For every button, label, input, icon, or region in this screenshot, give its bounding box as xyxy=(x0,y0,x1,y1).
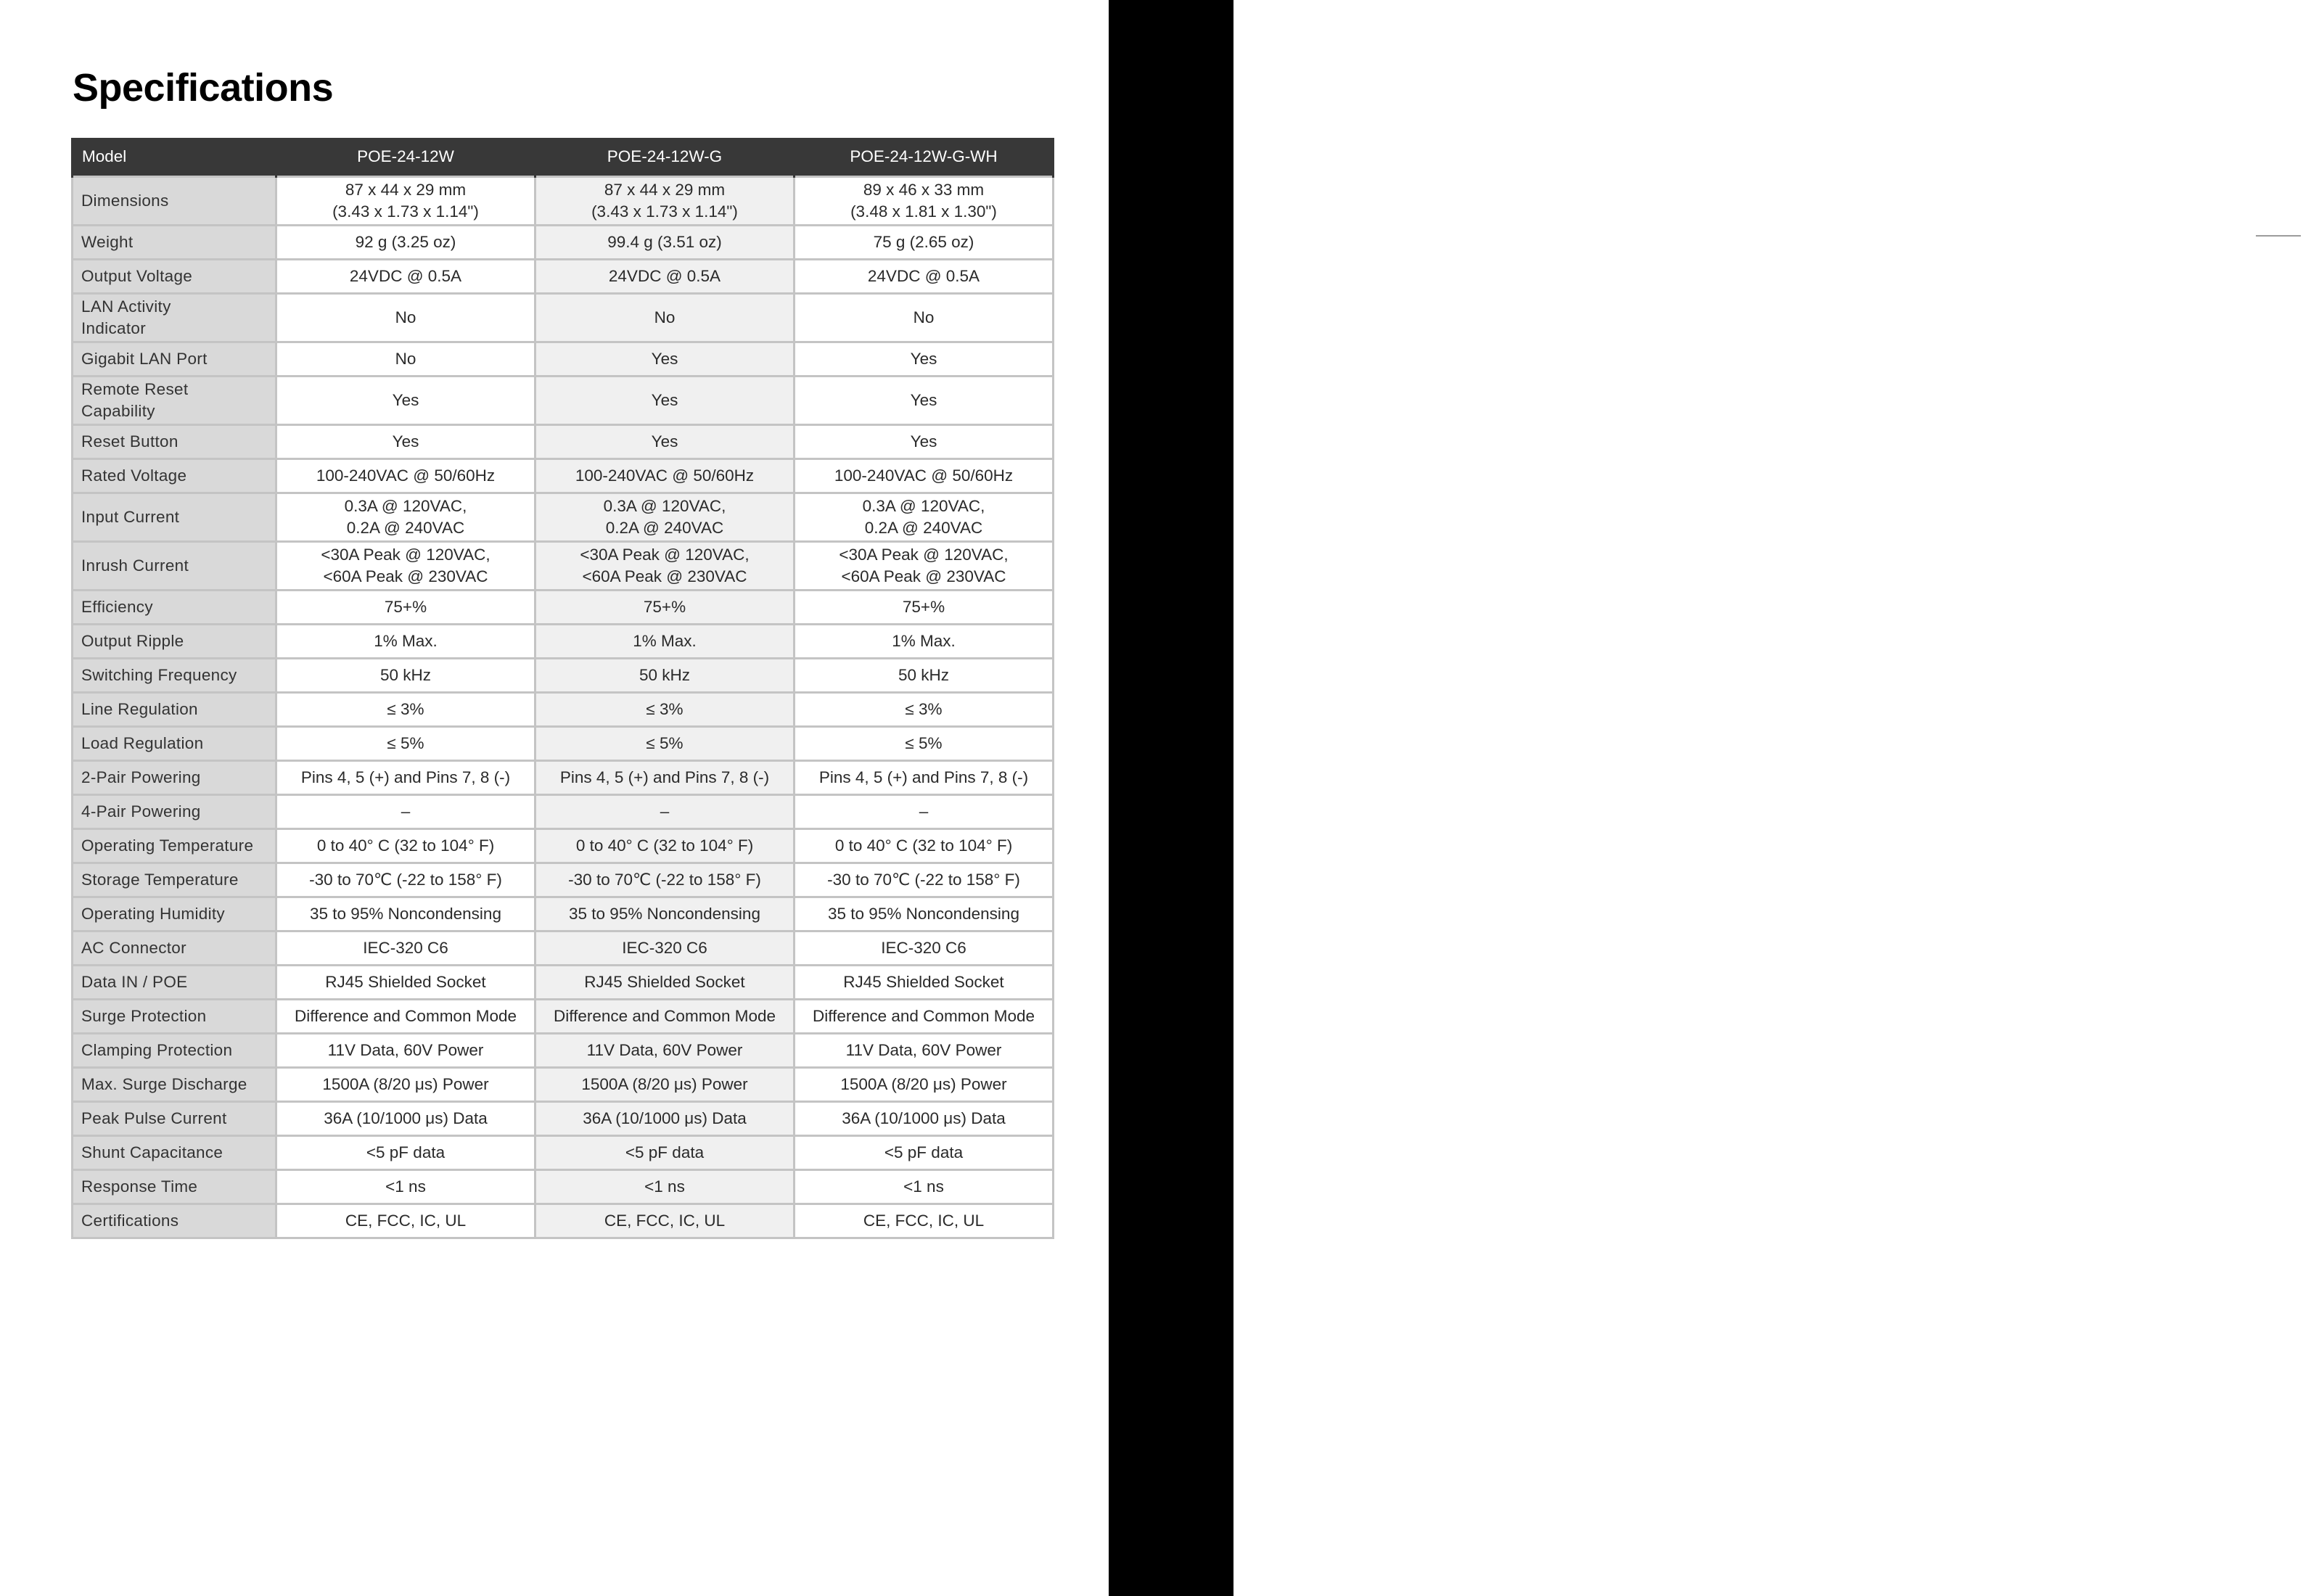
cell-line: <5 pF data xyxy=(625,1143,705,1161)
cell-line: No xyxy=(395,308,416,326)
row-value-model-2 xyxy=(535,761,795,795)
row-value-model-2 xyxy=(535,1136,795,1170)
row-value-model-3 xyxy=(795,829,1054,863)
row-value-model-2 xyxy=(535,226,795,260)
row-value-model-3 xyxy=(795,863,1054,897)
row-value-model-3 xyxy=(795,693,1054,727)
cell-line: Yes xyxy=(910,391,937,409)
cell-line: Yes xyxy=(910,432,937,451)
cell-line: CE, FCC, IC, UL xyxy=(345,1212,467,1230)
cell-line: (3.48 x 1.81 x 1.30") xyxy=(850,202,997,221)
row-value-model-1 xyxy=(276,377,535,425)
row-label: Weight xyxy=(73,226,276,260)
row-value-model-2 xyxy=(535,591,795,625)
cell-line: ≤ 5% xyxy=(387,734,424,752)
header-model-3: POE-24-12W-G-WH xyxy=(795,138,1054,177)
table-row xyxy=(73,542,1054,591)
header-model-label: Model xyxy=(73,138,276,177)
table-row xyxy=(73,897,1054,931)
cell-line: RJ45 Shielded Socket xyxy=(584,973,745,991)
cell-line: 24VDC @ 0.5A xyxy=(608,267,721,285)
sidebar-product-name: PoE Adapters xyxy=(2257,271,2299,470)
row-value-model-1 xyxy=(276,1204,535,1238)
row-value-model-2 xyxy=(535,625,795,659)
cell-line: IEC-320 C6 xyxy=(881,939,966,957)
row-value-model-3 xyxy=(795,177,1054,226)
table-row xyxy=(73,260,1054,294)
cell-line: 0.2A @ 240VAC xyxy=(346,519,465,537)
row-value-model-2 xyxy=(535,1034,795,1068)
row-value-model-3 xyxy=(795,931,1054,966)
cell-line: 89 x 46 x 33 mm xyxy=(863,181,985,199)
table-row xyxy=(73,829,1054,863)
row-value-model-1 xyxy=(276,693,535,727)
table-row xyxy=(73,727,1054,761)
row-value-model-1 xyxy=(276,625,535,659)
row-value-model-1 xyxy=(276,659,535,693)
cell-line: ≤ 3% xyxy=(905,700,943,718)
table-row xyxy=(73,342,1054,377)
cell-line: Pins 4, 5 (+) and Pins 7, 8 (-) xyxy=(300,768,511,786)
row-label: Reset Button xyxy=(73,425,276,459)
cell-line: 50 kHz xyxy=(639,666,691,684)
row-value-model-2 xyxy=(535,493,795,542)
cell-line: 0.3A @ 120VAC, xyxy=(344,497,467,515)
row-value-model-3 xyxy=(795,342,1054,377)
row-value-model-3 xyxy=(795,226,1054,260)
cell-line: 11V Data, 60V Power xyxy=(586,1041,743,1059)
row-value-model-3 xyxy=(795,1000,1054,1034)
row-value-model-2 xyxy=(535,459,795,493)
table-row xyxy=(73,1034,1054,1068)
table-row xyxy=(73,625,1054,659)
row-value-model-2 xyxy=(535,966,795,1000)
row-label: Line Regulation xyxy=(73,693,276,727)
row-label: LAN Activity Indicator xyxy=(73,294,276,342)
cell-line: <60A Peak @ 230VAC xyxy=(582,567,747,585)
cell-line: RJ45 Shielded Socket xyxy=(325,973,486,991)
row-value-model-3 xyxy=(795,761,1054,795)
cell-line: ≤ 5% xyxy=(905,734,943,752)
row-value-model-2 xyxy=(535,931,795,966)
cell-line: 11V Data, 60V Power xyxy=(327,1041,484,1059)
cell-line: Difference and Common Mode xyxy=(813,1007,1035,1025)
row-value-model-3 xyxy=(795,727,1054,761)
cell-line: 87 x 44 x 29 mm xyxy=(345,181,467,199)
cell-line: -30 to 70℃ (-22 to 158° F) xyxy=(568,871,761,889)
cell-line: 75+% xyxy=(643,598,686,616)
cell-line: IEC-320 C6 xyxy=(622,939,707,957)
row-label: Gigabit LAN Port xyxy=(73,342,276,377)
row-value-model-3 xyxy=(795,493,1054,542)
row-value-model-2 xyxy=(535,1000,795,1034)
cell-line: Yes xyxy=(651,432,678,451)
cell-line: 75+% xyxy=(384,598,427,616)
table-row xyxy=(73,459,1054,493)
cell-line: – xyxy=(660,802,670,820)
row-label: Switching Frequency xyxy=(73,659,276,693)
cell-line: 100-240VAC @ 50/60Hz xyxy=(316,466,496,485)
row-value-model-1 xyxy=(276,1136,535,1170)
row-value-model-2 xyxy=(535,294,795,342)
row-label: Rated Voltage xyxy=(73,459,276,493)
row-value-model-3 xyxy=(795,795,1054,829)
row-label: Storage Temperature xyxy=(73,863,276,897)
cell-line: Yes xyxy=(392,432,419,451)
row-value-model-2 xyxy=(535,177,795,226)
row-value-model-1 xyxy=(276,1102,535,1136)
cell-line: 35 to 95% Noncondensing xyxy=(828,905,1019,923)
cell-line: <30A Peak @ 120VAC, xyxy=(580,546,750,564)
row-label: Certifications xyxy=(73,1204,276,1238)
row-value-model-2 xyxy=(535,897,795,931)
cell-line: (3.43 x 1.73 x 1.14") xyxy=(591,202,738,221)
cell-line: 36A (10/1000 μs) Data xyxy=(324,1109,488,1127)
row-label: Load Regulation xyxy=(73,727,276,761)
row-label: Peak Pulse Current xyxy=(73,1102,276,1136)
row-value-model-1 xyxy=(276,591,535,625)
row-value-model-1 xyxy=(276,342,535,377)
row-value-model-2 xyxy=(535,260,795,294)
row-value-model-3 xyxy=(795,659,1054,693)
row-value-model-1 xyxy=(276,542,535,591)
row-label: Output Ripple xyxy=(73,625,276,659)
header-model-1: POE-24-12W xyxy=(276,138,535,177)
cell-line: 1% Max. xyxy=(374,632,438,650)
cell-line: Difference and Common Mode xyxy=(295,1007,517,1025)
table-row xyxy=(73,1170,1054,1204)
cell-line: CE, FCC, IC, UL xyxy=(604,1212,726,1230)
row-value-model-2 xyxy=(535,1170,795,1204)
table-header-row xyxy=(73,138,1054,177)
row-value-model-3 xyxy=(795,459,1054,493)
row-value-model-1 xyxy=(276,226,535,260)
cell-line: 0.3A @ 120VAC, xyxy=(603,497,726,515)
cell-line: 50 kHz xyxy=(379,666,432,684)
row-value-model-2 xyxy=(535,863,795,897)
row-label: Dimensions xyxy=(73,177,276,226)
cell-line: 1500A (8/20 μs) Power xyxy=(581,1075,748,1093)
cell-line: 1% Max. xyxy=(633,632,697,650)
row-value-model-3 xyxy=(795,260,1054,294)
specifications-table xyxy=(71,138,1054,1239)
cell-line: 36A (10/1000 μs) Data xyxy=(842,1109,1006,1127)
row-label: Input Current xyxy=(73,493,276,542)
row-value-model-3 xyxy=(795,1136,1054,1170)
cell-line: 0 to 40° C (32 to 104° F) xyxy=(575,836,754,855)
cell-line: 0.2A @ 240VAC xyxy=(864,519,983,537)
table-row xyxy=(73,425,1054,459)
cell-line: <60A Peak @ 230VAC xyxy=(323,567,488,585)
row-value-model-1 xyxy=(276,1034,535,1068)
cell-line: – xyxy=(919,802,929,820)
row-value-model-3 xyxy=(795,1068,1054,1102)
cell-line: No xyxy=(395,350,416,368)
row-label: Remote Reset Capability xyxy=(73,377,276,425)
cell-line: ≤ 5% xyxy=(646,734,683,752)
header-model-2: POE-24-12W-G xyxy=(535,138,795,177)
row-label: Operating Humidity xyxy=(73,897,276,931)
cell-line: 0 to 40° C (32 to 104° F) xyxy=(834,836,1013,855)
cell-line: 1500A (8/20 μs) Power xyxy=(840,1075,1007,1093)
cell-line: <5 pF data xyxy=(366,1143,446,1161)
cell-line: <30A Peak @ 120VAC, xyxy=(839,546,1009,564)
cell-line: No xyxy=(913,308,935,326)
table-row xyxy=(73,177,1054,226)
table-row xyxy=(73,1000,1054,1034)
row-label: Data IN / POE xyxy=(73,966,276,1000)
row-value-model-2 xyxy=(535,795,795,829)
row-value-model-3 xyxy=(795,897,1054,931)
table-row xyxy=(73,1136,1054,1170)
row-label: Response Time xyxy=(73,1170,276,1204)
cell-line: 1% Max. xyxy=(892,632,956,650)
row-value-model-3 xyxy=(795,1170,1054,1204)
table-row xyxy=(73,966,1054,1000)
table-row xyxy=(73,294,1054,342)
cell-line: <1 ns xyxy=(903,1177,944,1196)
row-value-model-1 xyxy=(276,1068,535,1102)
row-value-model-3 xyxy=(795,591,1054,625)
cell-line: Yes xyxy=(392,391,419,409)
row-value-model-2 xyxy=(535,727,795,761)
cell-line: -30 to 70℃ (-22 to 158° F) xyxy=(827,871,1020,889)
cell-line: -30 to 70℃ (-22 to 158° F) xyxy=(309,871,502,889)
cell-line: 11V Data, 60V Power xyxy=(845,1041,1002,1059)
cell-line: 0 to 40° C (32 to 104° F) xyxy=(316,836,495,855)
row-label: Max. Surge Discharge xyxy=(73,1068,276,1102)
row-value-model-1 xyxy=(276,459,535,493)
cell-line: 50 kHz xyxy=(898,666,950,684)
cell-line: <30A Peak @ 120VAC, xyxy=(321,546,490,564)
row-value-model-3 xyxy=(795,1204,1054,1238)
row-value-model-1 xyxy=(276,966,535,1000)
row-label: Surge Protection xyxy=(73,1000,276,1034)
cell-line: <1 ns xyxy=(644,1177,685,1196)
row-value-model-1 xyxy=(276,863,535,897)
cell-line: 0.2A @ 240VAC xyxy=(605,519,724,537)
table-row xyxy=(73,591,1054,625)
row-value-model-2 xyxy=(535,659,795,693)
row-value-model-1 xyxy=(276,425,535,459)
cell-line: Pins 4, 5 (+) and Pins 7, 8 (-) xyxy=(559,768,770,786)
table-row xyxy=(73,761,1054,795)
row-value-model-2 xyxy=(535,342,795,377)
cell-line: Yes xyxy=(651,391,678,409)
cell-line: 75 g (2.65 oz) xyxy=(873,233,974,251)
cell-line: 24VDC @ 0.5A xyxy=(867,267,980,285)
table-row xyxy=(73,693,1054,727)
cell-line: <60A Peak @ 230VAC xyxy=(841,567,1006,585)
cell-line: CE, FCC, IC, UL xyxy=(863,1212,985,1230)
row-value-model-3 xyxy=(795,966,1054,1000)
cell-line: 36A (10/1000 μs) Data xyxy=(583,1109,747,1127)
cell-line: Yes xyxy=(651,350,678,368)
row-label: Inrush Current xyxy=(73,542,276,591)
page-title: Specifications xyxy=(73,66,334,110)
row-value-model-3 xyxy=(795,542,1054,591)
row-value-model-2 xyxy=(535,1102,795,1136)
row-value-model-1 xyxy=(276,294,535,342)
row-value-model-1 xyxy=(276,931,535,966)
row-value-model-3 xyxy=(795,377,1054,425)
row-value-model-1 xyxy=(276,727,535,761)
cell-line: – xyxy=(401,802,411,820)
row-value-model-1 xyxy=(276,177,535,226)
cell-line: 100-240VAC @ 50/60Hz xyxy=(575,466,755,485)
row-label: Output Voltage xyxy=(73,260,276,294)
table-row xyxy=(73,226,1054,260)
row-label: Efficiency xyxy=(73,591,276,625)
row-label: 2-Pair Powering xyxy=(73,761,276,795)
row-value-model-3 xyxy=(795,625,1054,659)
table-row xyxy=(73,659,1054,693)
row-label: AC Connector xyxy=(73,931,276,966)
table-row xyxy=(73,1068,1054,1102)
cell-line: ≤ 3% xyxy=(646,700,683,718)
row-value-model-3 xyxy=(795,1102,1054,1136)
row-label: Operating Temperature xyxy=(73,829,276,863)
cell-line: No xyxy=(654,308,676,326)
row-value-model-2 xyxy=(535,1068,795,1102)
table-row xyxy=(73,863,1054,897)
cell-line: 99.4 g (3.51 oz) xyxy=(607,233,722,251)
cell-line: 87 x 44 x 29 mm xyxy=(604,181,726,199)
cell-line: <1 ns xyxy=(385,1177,426,1196)
row-value-model-3 xyxy=(795,425,1054,459)
cell-line: ≤ 3% xyxy=(387,700,424,718)
row-value-model-1 xyxy=(276,260,535,294)
cell-line: 75+% xyxy=(902,598,945,616)
row-value-model-2 xyxy=(535,542,795,591)
row-value-model-2 xyxy=(535,425,795,459)
cell-line: Yes xyxy=(910,350,937,368)
page-number: 5 xyxy=(2284,1521,2293,1537)
row-value-model-1 xyxy=(276,493,535,542)
table-row xyxy=(73,931,1054,966)
cell-line: RJ45 Shielded Socket xyxy=(843,973,1004,991)
sidebar-divider xyxy=(2256,235,2301,236)
row-value-model-2 xyxy=(535,377,795,425)
cell-line: Pins 4, 5 (+) and Pins 7, 8 (-) xyxy=(818,768,1029,786)
cell-line: 0.3A @ 120VAC, xyxy=(862,497,985,515)
table-row xyxy=(73,1204,1054,1238)
cell-line: <5 pF data xyxy=(884,1143,964,1161)
sidebar xyxy=(1109,0,2299,1596)
row-label: 4-Pair Powering xyxy=(73,795,276,829)
sidebar-title xyxy=(2256,80,2301,486)
row-value-model-2 xyxy=(535,693,795,727)
sidebar-doc-type: Datasheet xyxy=(2261,86,2295,210)
row-value-model-2 xyxy=(535,829,795,863)
row-value-model-1 xyxy=(276,795,535,829)
cell-line: (3.43 x 1.73 x 1.14") xyxy=(332,202,479,221)
table-row xyxy=(73,377,1054,425)
row-value-model-3 xyxy=(795,294,1054,342)
row-value-model-1 xyxy=(276,897,535,931)
row-value-model-1 xyxy=(276,829,535,863)
row-label: Shunt Capacitance xyxy=(73,1136,276,1170)
table-row xyxy=(73,493,1054,542)
table-body xyxy=(73,177,1054,1238)
cell-line: 35 to 95% Noncondensing xyxy=(569,905,760,923)
row-label: Clamping Protection xyxy=(73,1034,276,1068)
row-value-model-1 xyxy=(276,761,535,795)
row-value-model-3 xyxy=(795,1034,1054,1068)
table-row xyxy=(73,1102,1054,1136)
cell-line: 24VDC @ 0.5A xyxy=(349,267,462,285)
cell-line: IEC-320 C6 xyxy=(363,939,448,957)
row-value-model-1 xyxy=(276,1000,535,1034)
cell-line: Difference and Common Mode xyxy=(554,1007,776,1025)
row-value-model-1 xyxy=(276,1170,535,1204)
row-value-model-2 xyxy=(535,1204,795,1238)
cell-line: 35 to 95% Noncondensing xyxy=(310,905,501,923)
cell-line: 92 g (3.25 oz) xyxy=(355,233,456,251)
cell-line: 100-240VAC @ 50/60Hz xyxy=(834,466,1014,485)
cell-line: 1500A (8/20 μs) Power xyxy=(322,1075,489,1093)
table-row xyxy=(73,795,1054,829)
